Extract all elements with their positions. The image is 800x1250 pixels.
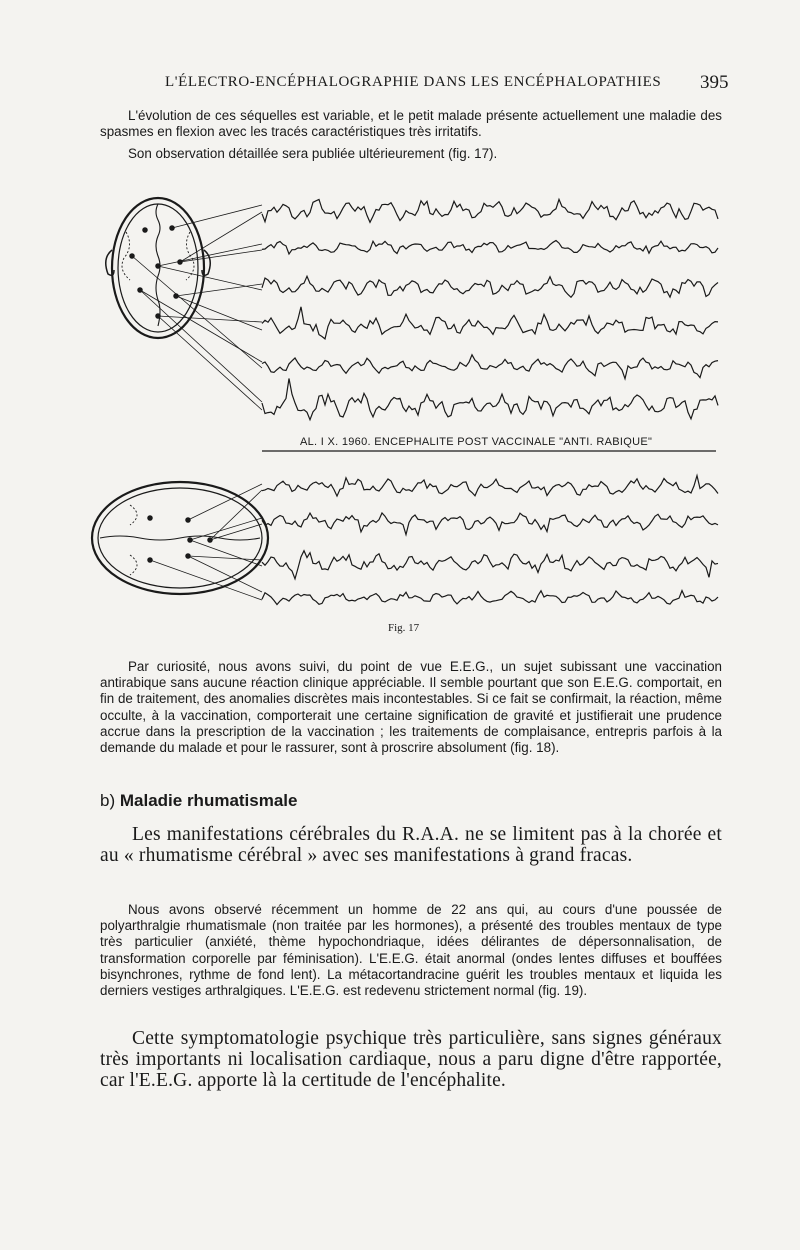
page-number: 395 [700, 72, 729, 93]
eeg-trace-10 [262, 591, 718, 605]
head-diagram-top [106, 198, 211, 338]
head-diagram-bottom [92, 482, 268, 594]
eeg-trace-1 [262, 199, 718, 222]
section-letter: b) [100, 791, 116, 810]
eeg-trace-7 [262, 476, 718, 497]
section-title: Maladie rhumatismale [119, 791, 298, 810]
eeg-trace-8 [262, 513, 718, 535]
figure-caption: Fig. 17 [388, 622, 420, 634]
intro-paragraph: L'évolution de ces séquelles est variable, et le petit malade présente actuellement une maladie des spasmes en flexion avec les tracés caractéristiques très irritatifs. [100, 108, 722, 140]
eeg-trace-4 [262, 307, 718, 339]
eeg-trace-9 [262, 551, 718, 579]
eeg-trace-5 [262, 355, 718, 379]
section-heading [100, 791, 297, 811]
intro-paragraph-figure-ref: Son observation détaillée sera publiée ultérieurement (fig. 17). [128, 146, 498, 161]
eeg-traces [262, 199, 718, 604]
eeg-trace-6 [262, 379, 718, 420]
raa-paragraph: Les manifestations cérébrales du R.A.A. ne se limitent pas à la chorée et au « rhumatisme cérébral » avec ses manifestations à grand fracas. [100, 824, 722, 866]
case-paragraph: Nous avons observé récemment un homme de 22 ans qui, au cours d'une poussée de polyarthralgie rhumatismale (non traitée par les hormones), a présenté des troubles mentaux de type très particulier (anxiété, thème hypochondriaque, idées délirantes de dépersonnalisation, de transformation corporelle par féminisation). L'E.E.G. était anormal (ondes lentes diffuses et bouffées bisynchrones, rythme de fond lent). La métacortandracine guérit les troubles mentaux et liquida les derniers vestiges arthralgiques. L'E.E.G. est redevenu strictement normal (fig. 19). [100, 902, 722, 999]
conclusion-paragraph: Cette symptomatologie psychique très particulière, sans signes généraux très importants ni localisation cardiaque, nous a paru digne d'être rapportée, car l'E.E.G. apporte là la certitude de l'encéphalite. [100, 1028, 722, 1091]
eeg-trace-3 [262, 276, 718, 297]
vaccination-paragraph: Par curiosité, nous avons suivi, du point de vue E.E.G., un sujet subissant une vaccination antirabique sans aucune réaction clinique appréciable. Il semble pourtant que son E.E.G. comportait, en fin de traitement, des anomalies discrètes mais incontestables. Si ce fait se confirmait, la réaction, même occulte, à la vaccination, comporterait une certaine signification de gravité et justifierait une prudence accrue dans la prescription de la vaccination ; les traitements de complaisance, entrepris parfois à la demande du malade et pour le rassurer, sont à proscrire absolument (fig. 18). [100, 659, 722, 756]
trace-label: AL. I X. 1960. ENCEPHALITE POST VACCINALE "ANTI. RABIQUE" [300, 436, 653, 448]
running-title: L'ÉLECTRO-ENCÉPHALOGRAPHIE DANS LES ENCÉPHALOPATHIES [165, 74, 662, 90]
eeg-trace-2 [262, 241, 718, 255]
